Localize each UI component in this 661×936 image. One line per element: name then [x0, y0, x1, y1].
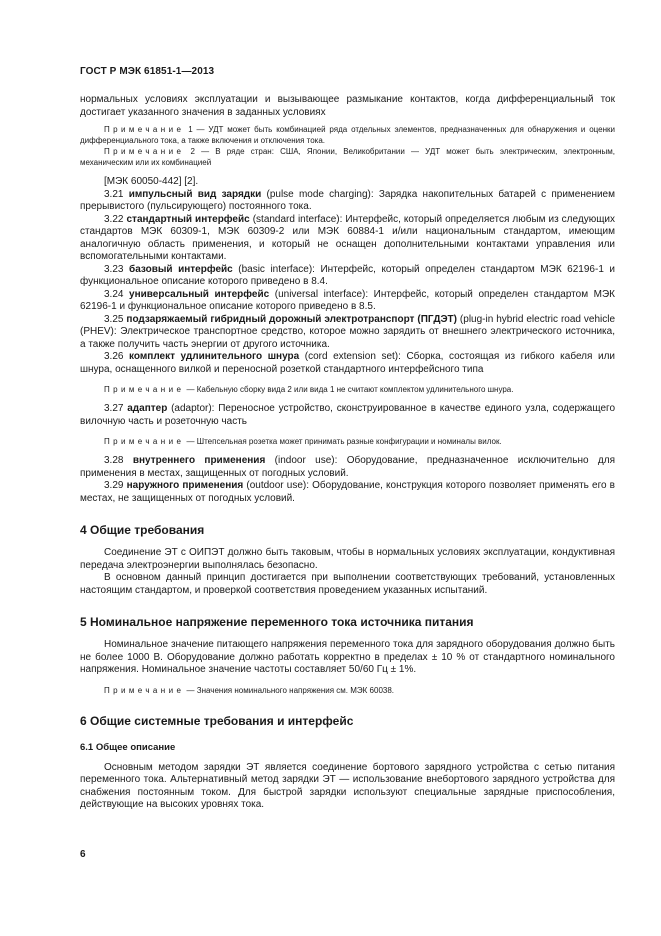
term-3-25	[80, 314, 615, 352]
term-definition: (adaptor): Переносное устройство, сконструированное в качестве единого узла, содержащего вилочную часть и розеточную часть	[80, 403, 615, 427]
term-number: 3.23	[104, 263, 124, 275]
term-3-28	[80, 455, 615, 480]
term-definition: (cord extension set): Сборка, состоящая из гибкого кабеля или шнура, оснащенного вилкой и переносной розеткой стандартного интерфейсного типа	[80, 351, 615, 375]
section-6-heading: 6 Общие системные требования и интерфейс	[80, 713, 354, 728]
note-text: — В ряде стран: США, Японии, Великобритании — УДТ может быть электрическим, электронным, механическим или их комбинацией	[80, 147, 615, 167]
term-number: 3.22	[104, 213, 124, 225]
subsection-6-1-heading: 6.1 Общее описание	[80, 741, 176, 753]
term-name: подзаряжаемый гибридный дорожный электротранспорт (ПГДЭТ)	[126, 313, 457, 325]
section-4-heading: 4 Общие требования	[80, 523, 205, 537]
section-5-note	[80, 685, 615, 696]
term-3-29	[80, 480, 615, 505]
note-label: Примечание	[104, 385, 185, 394]
term-name: универсальный интерфейс	[129, 288, 270, 300]
term-definition: (universal interface): Интерфейс, который определен стандартом МЭК 62196-1 и функциональное описание которого приведено в 8.5.	[80, 288, 615, 312]
term-number: 3.27	[104, 403, 124, 414]
running-header: ГОСТ Р МЭК 61851-1—2013	[80, 66, 215, 77]
term-definition: (outdoor use): Оборудование, конструкция которого позволяет применять его в местах, не защищенных от погодных условий.	[80, 480, 615, 504]
note-label: Примечание	[104, 685, 185, 695]
section-4-paragraph-1: Соединение ЭТ с ОИПЭТ должно быть таковым, чтобы в нормальных условиях эксплуатации, кондуктивная передача электроэнергии выполнялась безопасно.	[80, 547, 615, 571]
note-label: Примечание	[104, 125, 185, 134]
note-text: — Значения номинального напряжения см. МЭК 60038.	[186, 685, 395, 695]
term-number: 3.28	[104, 455, 124, 466]
term-name: внутреннего применения	[132, 455, 266, 466]
section-4-paragraph-2: В основном данный принцип достигается при выполнении соответствующих требований, установленных настоящим стандартом, и проверкой соответствия проведением указанных испытаний.	[80, 572, 615, 596]
note-3	[80, 384, 615, 395]
term-definition: (pulse mode charging): Зарядка накопительных батарей с применением прерывистого (пульсирующего) постоянного тока.	[80, 188, 615, 212]
note-1	[80, 124, 615, 146]
note-text: — Кабельную сборку вида 2 или вида 1 не считают комплектом удлинительного шнура.	[186, 385, 514, 394]
reference: [МЭК 60050-442] [2].	[104, 176, 199, 187]
term-number: 3.26	[104, 351, 124, 362]
term-3-23	[80, 264, 615, 289]
term-3-24	[80, 289, 615, 314]
term-definition: (indoor use): Оборудование, предназначенное исключительно для применения в местах, защищенных от погодных условий.	[80, 455, 615, 479]
term-number: 3.21	[104, 188, 124, 200]
page-number: 6	[80, 849, 86, 860]
term-definition: (standard interface): Интерфейс, который определяется любым из следующих стандартов МЭК 60309-1, МЭК 60309-2 или МЭК 60884-1 и/или национальным стандартом, имеющим аналогичную область применения, и который не оснащен дополнительными контактами управления или вспомогательными контактами.	[80, 213, 616, 262]
term-3-27	[80, 403, 615, 428]
page-content	[80, 94, 615, 812]
term-name: базовый интерфейс	[129, 263, 233, 275]
continued-paragraph: нормальных условиях эксплуатации и вызывающее размыкание контактов, когда дифференциальный ток достигает указанного значения в заданных условиях	[80, 94, 615, 118]
section-5-paragraph-1: Номинальное значение питающего напряжения переменного тока для зарядного оборудования должно быть не более 1000 В. Оборудование должно работать корректно в пределах ± 10 % от стандартного номинального напряжения. Номинальное значение частоты составляет 50/60 Гц ± 1%.	[80, 639, 615, 675]
note-text: — УДТ может быть комбинацией ряда отдельных элементов, предназначенных для обнаружения и оценки дифференциального тока, а также включения и отключения тока.	[80, 125, 616, 145]
term-name: адаптер	[127, 403, 168, 414]
note-text: — Штепсельная розетка может принимать разные конфигурации и номиналы вилок.	[186, 437, 502, 446]
note-label: Примечание	[104, 437, 185, 446]
section-6-1-paragraph-1: Основным методом зарядки ЭТ является соединение бортового зарядного устройства с сетью питания переменного тока. Альтернативный метод зарядки ЭТ — использование внебортового зарядного устройства для снабжения постоянным током. Для быстрой зарядки используют специальные зарядные приспособления, действующие на высоких уровнях тока.	[80, 761, 615, 810]
term-number: 3.29	[104, 480, 124, 491]
note-label: Примечание	[104, 147, 185, 156]
term-name: стандартный интерфейс	[126, 213, 250, 225]
note-4	[80, 436, 615, 447]
note-number: 1	[188, 125, 193, 134]
term-3-22	[80, 214, 615, 264]
term-number: 3.25	[104, 313, 124, 325]
note-2	[80, 146, 615, 168]
term-name: импульсный вид зарядки	[128, 188, 262, 200]
term-definition: (basic interface): Интерфейс, который определен стандартом МЭК 62196-1 и функциональное описание которого приведено в 8.4.	[80, 263, 615, 287]
section-5-heading: 5 Номинальное напряжение переменного тока источника питания	[80, 615, 474, 629]
term-number: 3.24	[104, 288, 124, 300]
term-name: комплект удлинительного шнура	[129, 351, 300, 362]
term-3-21	[80, 189, 615, 214]
term-name: наружного применения	[126, 480, 244, 491]
term-3-26	[80, 351, 615, 376]
term-definition: (plug-in hybrid electric road vehicle (PHEV): Электрическое транспортное средство, которое можно зарядить от внешнего электрического источника, а также получить часть энергии от другого источника.	[80, 313, 616, 350]
note-number: 2	[190, 147, 195, 156]
